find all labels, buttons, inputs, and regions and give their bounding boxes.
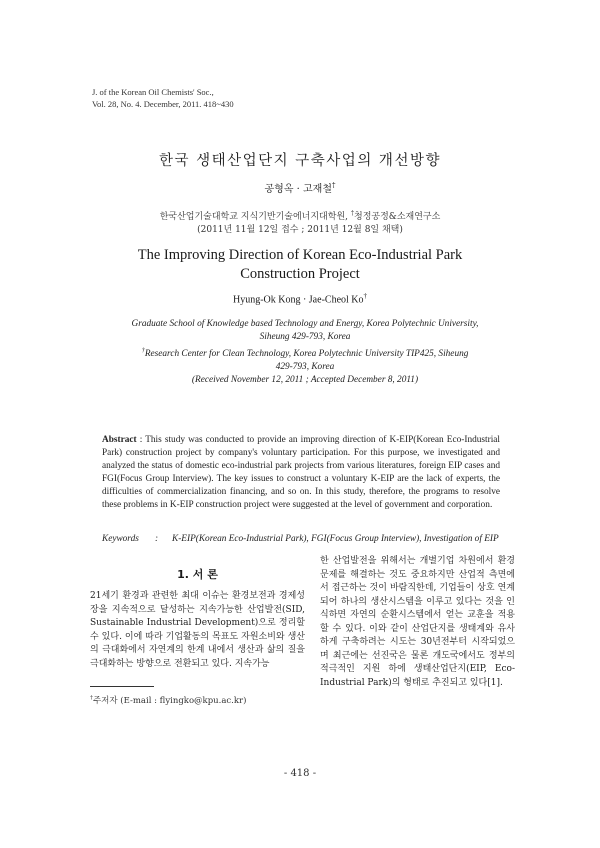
- english-title-line-2: Construction Project: [240, 266, 360, 282]
- korean-author-names: 공형옥 · 고재철: [264, 184, 332, 195]
- abstract-text: : This study was conducted to provide an improving direction of K-EIP(Korean Eco-Industrial Park) construction project by company's voluntary participation. For this purpose, we investigated and analyzed the status of domestic eco-industrial park projects from various literatures, foreign EIP cases and FGI(Focus Group Interview). The key issues to construct a voluntary K-EIP are the lack of experts, the difficulties of commercialization financing, and so on. In this study, therefore, the programs to resolve these problems in K-EIP construction project were suggested at the level of government and corporation.: [102, 435, 500, 510]
- footnote-text: 주저자 (E-mail : flyingko@kpu.ac.kr): [92, 696, 247, 706]
- korean-affiliation-line: [60, 207, 540, 224]
- english-affiliation-2-line-2: 429-793, Korea: [275, 362, 335, 373]
- english-corresponding-mark: †: [363, 292, 368, 300]
- english-affiliation-1-line-1: Graduate School of Knowledge based Technology and Energy, Korea Polytechnic University,: [131, 319, 479, 329]
- korean-affiliation: [60, 207, 540, 237]
- english-affiliation-mark: †: [141, 347, 145, 354]
- corresponding-mark: †: [332, 181, 336, 190]
- korean-authors: [60, 180, 540, 195]
- keywords-text: K-EIP(Korean Eco-Industrial Park), FGI(Focus Group Interview), Investigation of EIP: [172, 534, 499, 544]
- received-dates: (Received November 12, 2011 ; Accepted December 8, 2011): [191, 375, 419, 386]
- footnote: [90, 694, 246, 706]
- keywords-colon: :: [155, 534, 159, 544]
- section-title-introduction: 1. 서 론: [177, 568, 218, 581]
- english-title-line-1: The Improving Direction of Korean Eco-Industrial Park: [137, 247, 463, 263]
- keywords-label: Keywords: [102, 534, 139, 544]
- english-affiliation-2-line-1: [100, 344, 510, 361]
- abstract-label: Abstract: [102, 435, 137, 445]
- korean-affiliation-1: 한국산업기술대학교 지식기반기술에너지대학원,: [159, 212, 351, 222]
- korean-dates: (2011년 11월 12일 접수 ; 2011년 12월 8일 채택): [197, 225, 403, 235]
- english-author-names: Hyung-Ok Kong · Jae-Cheol Ko: [232, 294, 364, 306]
- affiliation-mark: †: [350, 210, 355, 217]
- english-affiliation-1-line-2: Siheung 429-793, Korea: [259, 332, 351, 342]
- english-title: [60, 246, 540, 284]
- abstract: [102, 434, 500, 512]
- footnote-rule: [90, 686, 154, 687]
- journal-header: [92, 86, 234, 110]
- body-column-right: 한 산업발전을 위해서는 개별기업 차원에서 환경문제를 해결하는 것도 중요하지만 산업적 측면에서 접근하는 것이 바람직한데, 기업들이 상호 연계되어 하나의 생산시스템을 이루고 있다는 것을 인식하면 자연의 순환시스템에서 얻는 교훈을 적용할 수 있다. 이와 같이 산업단지를 생태계와 유사하게 구축하려는 시도는 30년전부터 시작되었으며 최근에는 선진국은 물론 개도국에서도 정부의 적극적인 지원 하에 생태산업단지(EIP, Eco-Industrial Park)의 형태로 추진되고 있다[1].: [320, 556, 515, 688]
- english-affiliation-2-text: Research Center for Clean Technology, Korea Polytechnic University TIP425, Siheung: [144, 349, 469, 360]
- english-affiliations: [100, 318, 510, 387]
- journal-name: J. of the Korean Oil Chemists' Soc.,: [92, 87, 214, 97]
- body-column-left: 21세기 환경과 관련한 최대 이슈는 환경보전과 경제성장을 지속적으로 달성하는 지속가능한 산업발전(SID, Sustainable Industrial Development)으로 정리할 수 있다. 이에 따라 기업활동의 목표도 자원소비와 생산의 극대화에서 자연계의 한계 내에서 생산과 삶의 질을 극대화하는 방향으로 전환되고 있다. 지속가능: [90, 591, 305, 669]
- english-authors: [60, 292, 540, 305]
- footnote-mark: †: [90, 694, 93, 702]
- korean-affiliation-2: 청정공정&소재연구소: [354, 212, 441, 222]
- journal-volume: Vol. 28, No. 4. December, 2011. 418~430: [92, 99, 234, 109]
- page-number: - 418 -: [283, 768, 317, 779]
- korean-title: 한국 생태산업단지 구축사업의 개선방향: [159, 153, 441, 169]
